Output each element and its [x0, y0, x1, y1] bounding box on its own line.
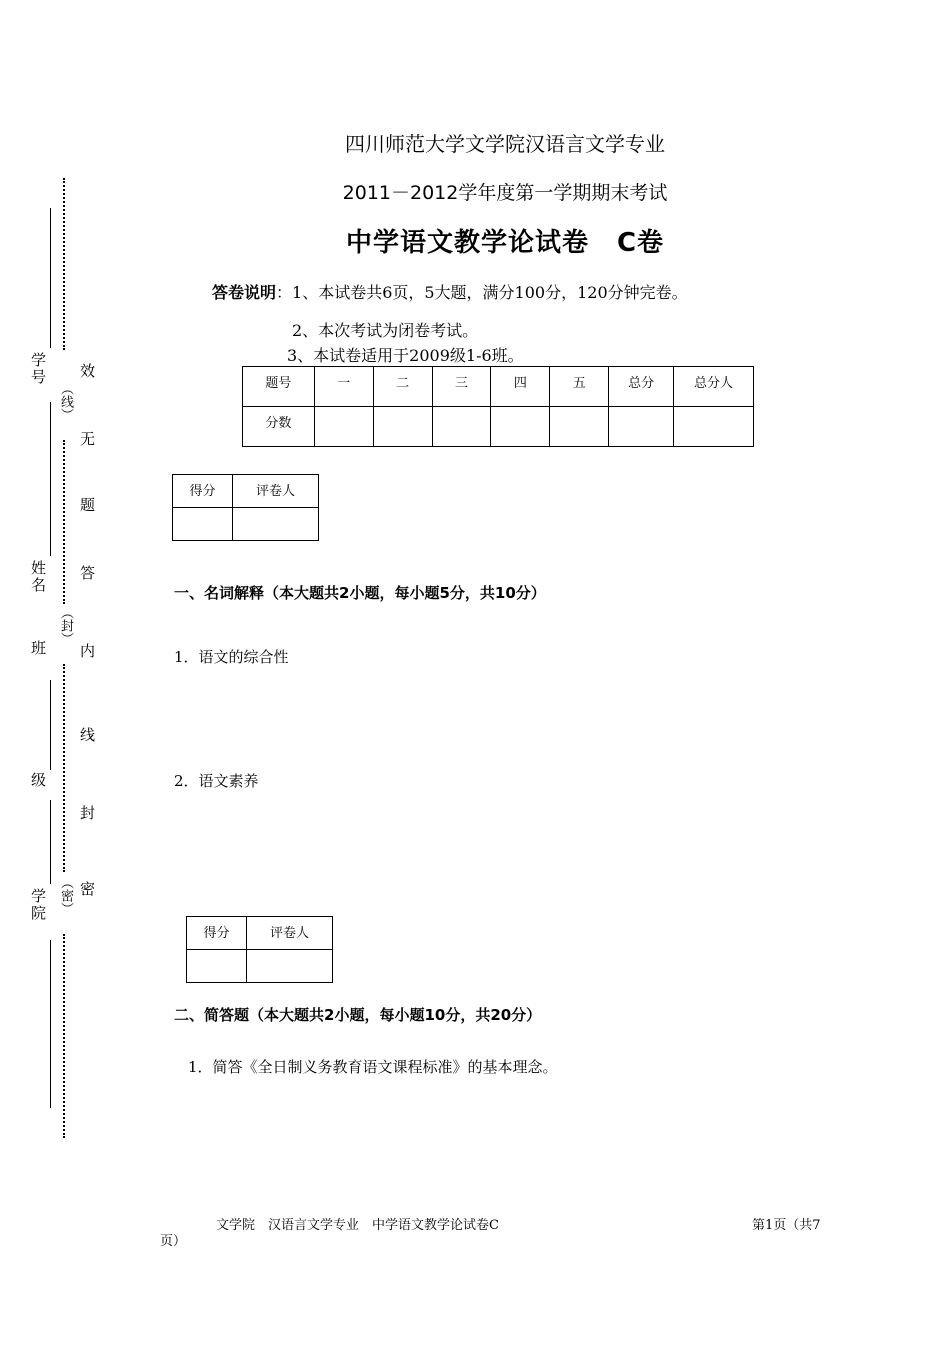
- score-input-cell[interactable]: [491, 407, 550, 447]
- instructions-line-2: 2、本次考试为闭卷考试。: [292, 321, 479, 340]
- exam-name: 中学语文教学论试卷: [345, 228, 589, 258]
- warning-char: 封: [80, 804, 96, 822]
- score-row-label: 分数: [243, 407, 315, 447]
- footer-page-wrap: 页）: [160, 1234, 187, 1249]
- paper-version: C卷: [616, 228, 665, 258]
- score-input-cell[interactable]: [609, 407, 674, 447]
- name-line: [50, 402, 51, 556]
- score-header-cell: 一: [314, 367, 373, 407]
- grader-score-label: 得分: [187, 917, 247, 950]
- warning-char: 无: [80, 430, 96, 448]
- grader-box-section-2: [186, 916, 333, 983]
- score-input-cell[interactable]: [373, 407, 432, 447]
- university-title: 四川师范大学文学院汉语言文学专业: [345, 132, 665, 156]
- score-header-cell: 总分: [609, 367, 674, 407]
- college-line: [50, 940, 51, 1108]
- exam-title: [240, 222, 770, 259]
- seal-dotted-line: [63, 178, 65, 350]
- warning-char: 内: [80, 642, 96, 660]
- instructions-line-3: 3、本试卷适用于2009级1-6班。: [287, 346, 524, 365]
- score-header-cell: 四: [491, 367, 550, 407]
- grader-name-label: 评卷人: [247, 917, 333, 950]
- footer-left: 文学院 汉语言文学专业 中学语文教学论试卷C: [216, 1218, 499, 1233]
- grader-name-cell[interactable]: [247, 950, 333, 983]
- grader-name-cell[interactable]: [233, 508, 319, 541]
- score-header-cell: 题号: [243, 367, 315, 407]
- seal-dotted-line: [63, 664, 65, 872]
- class-label: 班: [29, 640, 47, 657]
- score-header-cell: 二: [373, 367, 432, 407]
- term-title: 2011－2012学年度第一学期期末考试: [342, 182, 668, 204]
- grader-box-section-1: [172, 474, 319, 541]
- warning-char: 效: [80, 362, 96, 380]
- grade-line: [50, 800, 51, 884]
- student-id-line: [50, 208, 51, 348]
- instructions-label: 答卷说明: [212, 283, 277, 302]
- score-header-cell: 总分人: [674, 367, 754, 407]
- bracket-note-secret: （密）: [58, 876, 73, 915]
- score-input-cell[interactable]: [432, 407, 491, 447]
- instructions-line-1: [212, 280, 688, 303]
- score-input-cell[interactable]: [314, 407, 373, 447]
- section-2-heading: 二、简答题（本大题共2小题，每小题10分，共20分）: [174, 1006, 542, 1024]
- grader-score-label: 得分: [173, 475, 233, 508]
- question-1-2: 2．语文素养: [174, 772, 259, 790]
- score-header-cell: 三: [432, 367, 491, 407]
- instructions-text-1: ：1、本试卷共6页，5大题，满分100分，120分钟完卷。: [276, 283, 688, 302]
- score-input-cell[interactable]: [550, 407, 609, 447]
- score-table: [242, 366, 754, 447]
- seal-dotted-line: [63, 440, 65, 604]
- score-input-cell[interactable]: [674, 407, 754, 447]
- bracket-note-seal: （封）: [58, 606, 73, 645]
- class-line: [50, 680, 51, 770]
- warning-char: 答: [80, 564, 96, 582]
- warning-char: 题: [80, 496, 96, 514]
- section-1-heading: 一、名词解释（本大题共2小题，每小题5分，共10分）: [174, 584, 546, 602]
- grader-score-cell[interactable]: [173, 508, 233, 541]
- score-table-value-row: [243, 407, 754, 447]
- seal-dotted-line: [63, 934, 65, 1138]
- grade-label: 级: [29, 772, 47, 789]
- warning-char: 密: [80, 880, 96, 898]
- grader-name-label: 评卷人: [233, 475, 319, 508]
- score-header-cell: 五: [550, 367, 609, 407]
- footer-page-number: 第1页（共7: [752, 1218, 821, 1233]
- college-label: 学院: [29, 888, 47, 922]
- student-id-label: 学号: [29, 352, 47, 386]
- bracket-note-line: （线）: [58, 382, 73, 421]
- warning-char: 线: [80, 726, 96, 744]
- question-1-1: 1．语文的综合性: [174, 648, 289, 666]
- grader-score-cell[interactable]: [187, 950, 247, 983]
- name-label: 姓名: [29, 560, 47, 594]
- score-table-header-row: [243, 367, 754, 407]
- question-2-1: 1．简答《全日制义务教育语文课程标准》的基本理念。: [188, 1058, 558, 1076]
